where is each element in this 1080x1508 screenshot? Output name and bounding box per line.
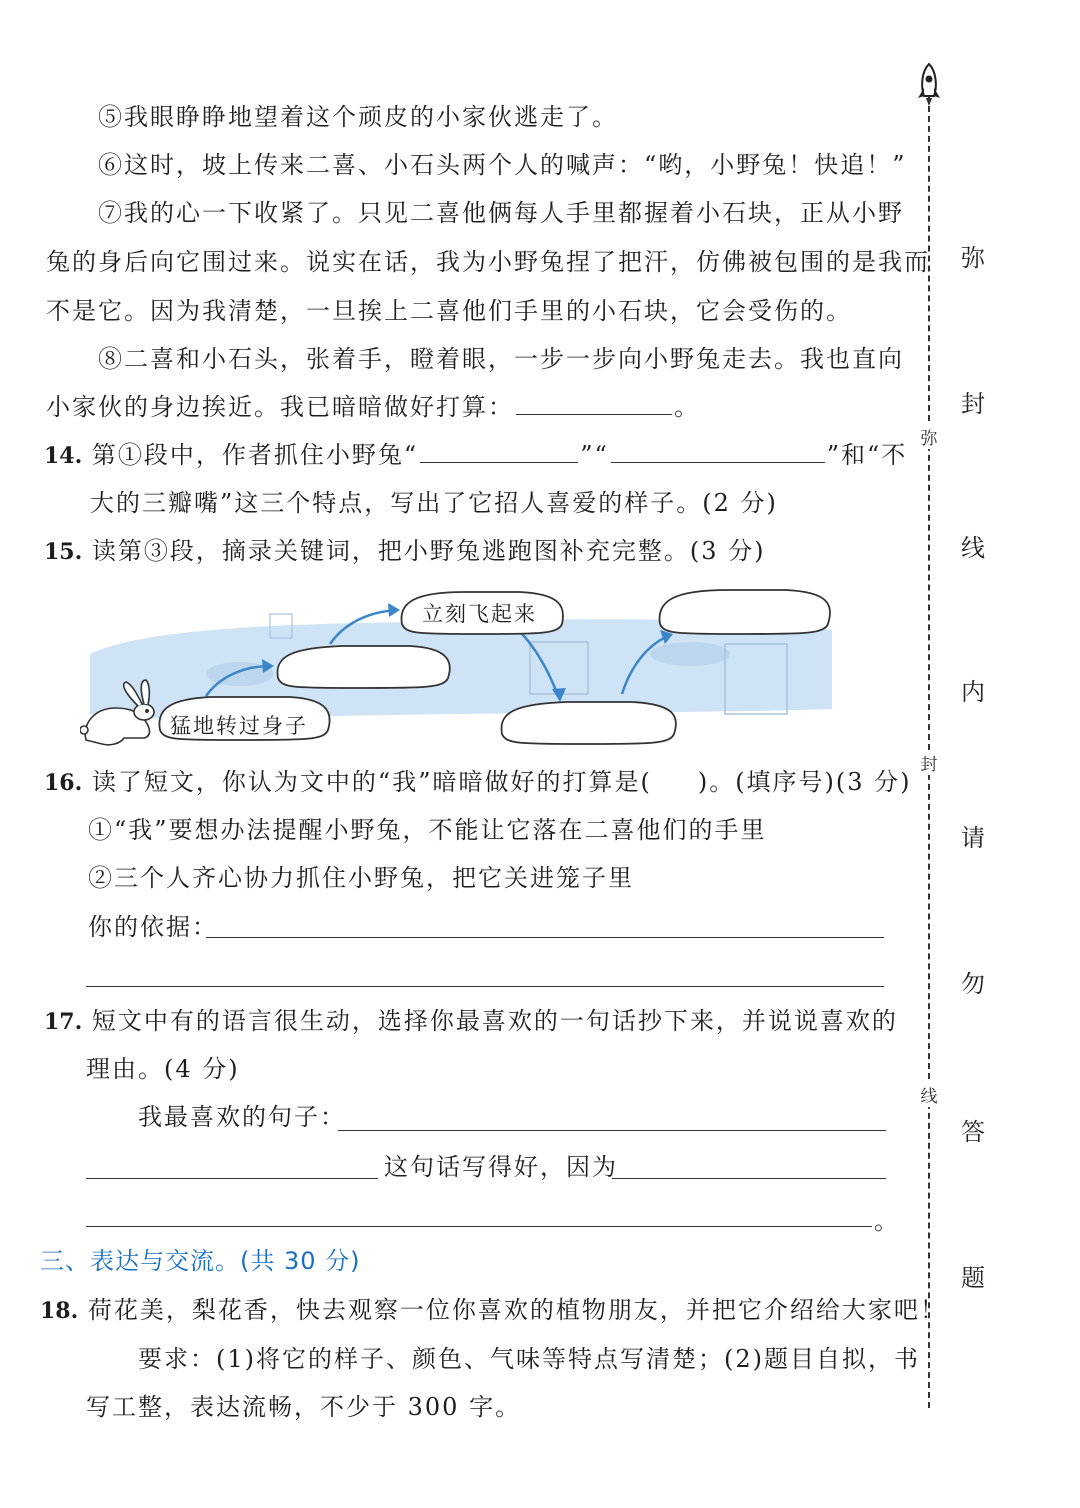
- seal-label-feng: 封: [914, 750, 944, 775]
- wash-blob: [650, 642, 730, 666]
- margin-char-5: 请: [961, 824, 985, 852]
- question-17-line-2: 理由。(4 分): [86, 1055, 240, 1083]
- option-2: ②三个人齐心协力抓住小野兔，把它关进笼子里: [88, 864, 634, 892]
- option-1: ①“我”要想办法提醒小野兔，不能让它落在二喜他们的手里: [88, 816, 767, 844]
- basis-label: 你的依据：: [88, 913, 218, 941]
- margin-char-6: 勿: [961, 970, 985, 998]
- paragraph-7-line-3: 不是它。因为我清楚，一旦挨上二喜他们手里的小石块，它会受伤的。: [46, 297, 852, 325]
- arrowhead-icon: [388, 603, 400, 617]
- margin-char-1: 弥: [961, 244, 985, 272]
- margin-char-8: 题: [961, 1264, 985, 1292]
- basis-answer-line-2[interactable]: [86, 986, 884, 987]
- question-15: 15. 读第③段，摘录关键词，把小野兔逃跑图补充完整。(3 分): [44, 537, 766, 565]
- margin-char-3: 线: [961, 534, 985, 562]
- bubble-blank-1[interactable]: [277, 646, 449, 688]
- paragraph-5: ⑤我眼睁睁地望着这个顽皮的小家伙逃走了。: [98, 103, 618, 131]
- paragraph-8-line-2: 小家伙的身边挨近。我已暗暗做好打算： 。: [46, 390, 700, 424]
- section-heading: 三、表达与交流。(共 30 分): [40, 1247, 361, 1275]
- because-label: 这句话写得好，因为: [384, 1153, 618, 1181]
- question-16: 16. 读了短文，你认为文中的“我”暗暗做好的打算是( )。(填序号)(3 分): [44, 768, 912, 796]
- basis-answer-line-1[interactable]: [206, 937, 884, 938]
- question-number: 18.: [40, 1298, 79, 1324]
- question-18-line-3: 写工整，表达流畅，不少于 300 字。: [86, 1393, 522, 1421]
- margin-char-4: 内: [961, 678, 985, 706]
- paragraph-7-line-1: ⑦我的心一下收紧了。只见二喜他俩每人手里都握着小石块，正从小野: [98, 199, 904, 227]
- seal-label-xian: 线: [914, 1082, 944, 1107]
- paragraph-8-line-1: ⑧二喜和小石头，张着手，瞪着眼，一步一步向小野兔走去。我也直向: [98, 345, 904, 373]
- plan-answer-blank[interactable]: [516, 390, 672, 415]
- reason-line-2[interactable]: [86, 1226, 872, 1227]
- bubble-blank-3[interactable]: [660, 590, 830, 634]
- bubble-given-1-label: 猛地转过身子: [170, 714, 308, 738]
- bubble-given-2-label: 立刻飞起来: [422, 602, 537, 626]
- question-number: 14.: [44, 443, 83, 469]
- question-number: 17.: [44, 1009, 83, 1035]
- question-number: 16.: [44, 770, 83, 796]
- reason-end-mark: 。: [874, 1207, 900, 1235]
- paragraph-6: ⑥这时，坡上传来二喜、小石头两个人的喊声：“哟，小野兔！快追！”: [98, 151, 907, 179]
- bubble-blank-2[interactable]: [501, 702, 676, 744]
- question-14-line-2: 大的三瓣嘴”这三个特点，写出了它招人喜爱的样子。(2 分): [90, 489, 778, 517]
- favorite-sentence-label: 我最喜欢的句子：: [138, 1103, 346, 1131]
- feature-blank-1[interactable]: [420, 438, 578, 463]
- reason-line-1[interactable]: [612, 1178, 886, 1179]
- margin-char-7: 答: [961, 1118, 985, 1146]
- question-number: 15.: [44, 539, 83, 565]
- question-17-line-1: 17. 短文中有的语言很生动，选择你最喜欢的一句话抄下来，并说说喜欢的: [44, 1007, 898, 1035]
- question-18-line-1: 18. 荷花美，梨花香，快去观察一位你喜欢的植物朋友，并把它介绍给大家吧！: [40, 1296, 946, 1324]
- favorite-sentence-line-2[interactable]: [86, 1178, 378, 1179]
- seal-label-mi: 弥: [914, 424, 944, 449]
- margin-char-2: 封: [961, 390, 985, 418]
- question-18-line-2: 要求：(1)将它的样子、颜色、气味等特点写清楚；(2)题目自拟，书: [138, 1345, 920, 1373]
- feature-blank-2[interactable]: [611, 438, 825, 463]
- favorite-sentence-line[interactable]: [338, 1130, 886, 1131]
- paragraph-7-line-2: 兔的身后向它围过来。说实在话，我为小野兔捏了把汗，仿佛被包围的是我而: [46, 248, 930, 276]
- question-14-line-1: 14. 第①段中，作者抓住小野兔“ ”“ ”和“不: [44, 438, 907, 473]
